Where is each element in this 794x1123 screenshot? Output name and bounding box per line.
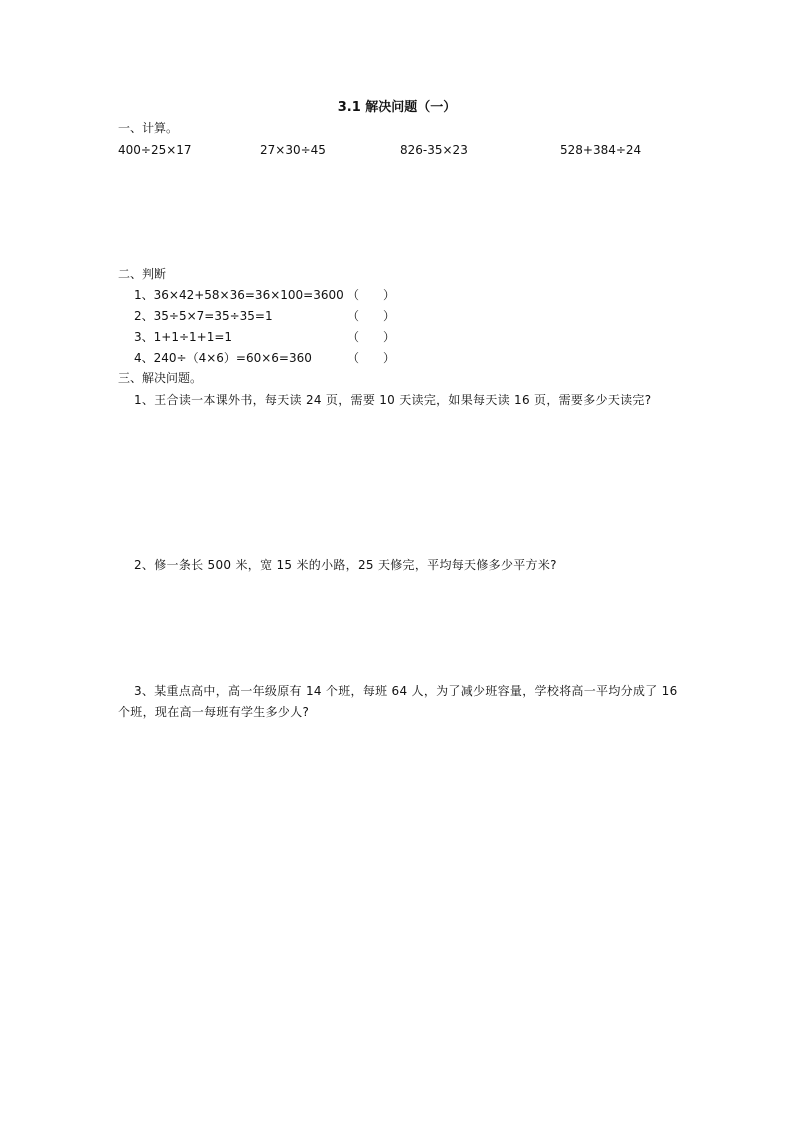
page-title: 3.1 解决问题（一） (337, 100, 457, 115)
calc-item: 27×30÷45 (260, 143, 326, 157)
word-problem: 1、王合读一本课外书，每天读 24 页，需要 10 天读完，如果每天读 16 页，需要多少天读完? (134, 393, 652, 407)
judge-item: 1、36×42+58×36=36×100=3600 (134, 288, 344, 302)
section-problems-heading: 三、解决问题。 (118, 371, 203, 385)
calc-item: 528+384÷24 (560, 143, 642, 157)
answer-parentheses[interactable]: （ ） (347, 288, 396, 302)
judge-item: 4、240÷（4×6）=60×6=360 (134, 351, 312, 365)
answer-parentheses[interactable]: （ ） (347, 351, 396, 365)
judge-item: 3、1+1÷1+1=1 (134, 330, 233, 344)
word-problem: 3、某重点高中，高一年级原有 14 个班，每班 64 人，为了减少班容量，学校将高一平均分成了 16 个班，现在高一每班有学生多少人? (118, 684, 678, 719)
judge-item: 2、35÷5×7=35÷35=1 (134, 309, 273, 323)
calc-item: 826-35×23 (400, 143, 468, 157)
calc-row (118, 141, 678, 159)
answer-parentheses[interactable]: （ ） (347, 330, 396, 344)
section-calc-heading: 一、计算。 (118, 121, 179, 135)
section-judge-heading: 二、判断 (118, 267, 167, 281)
calc-item: 400÷25×17 (118, 143, 192, 157)
word-problem: 2、修一条长 500 米，宽 15 米的小路，25 天修完，平均每天修多少平方米? (134, 558, 557, 572)
answer-parentheses[interactable]: （ ） (347, 309, 396, 323)
